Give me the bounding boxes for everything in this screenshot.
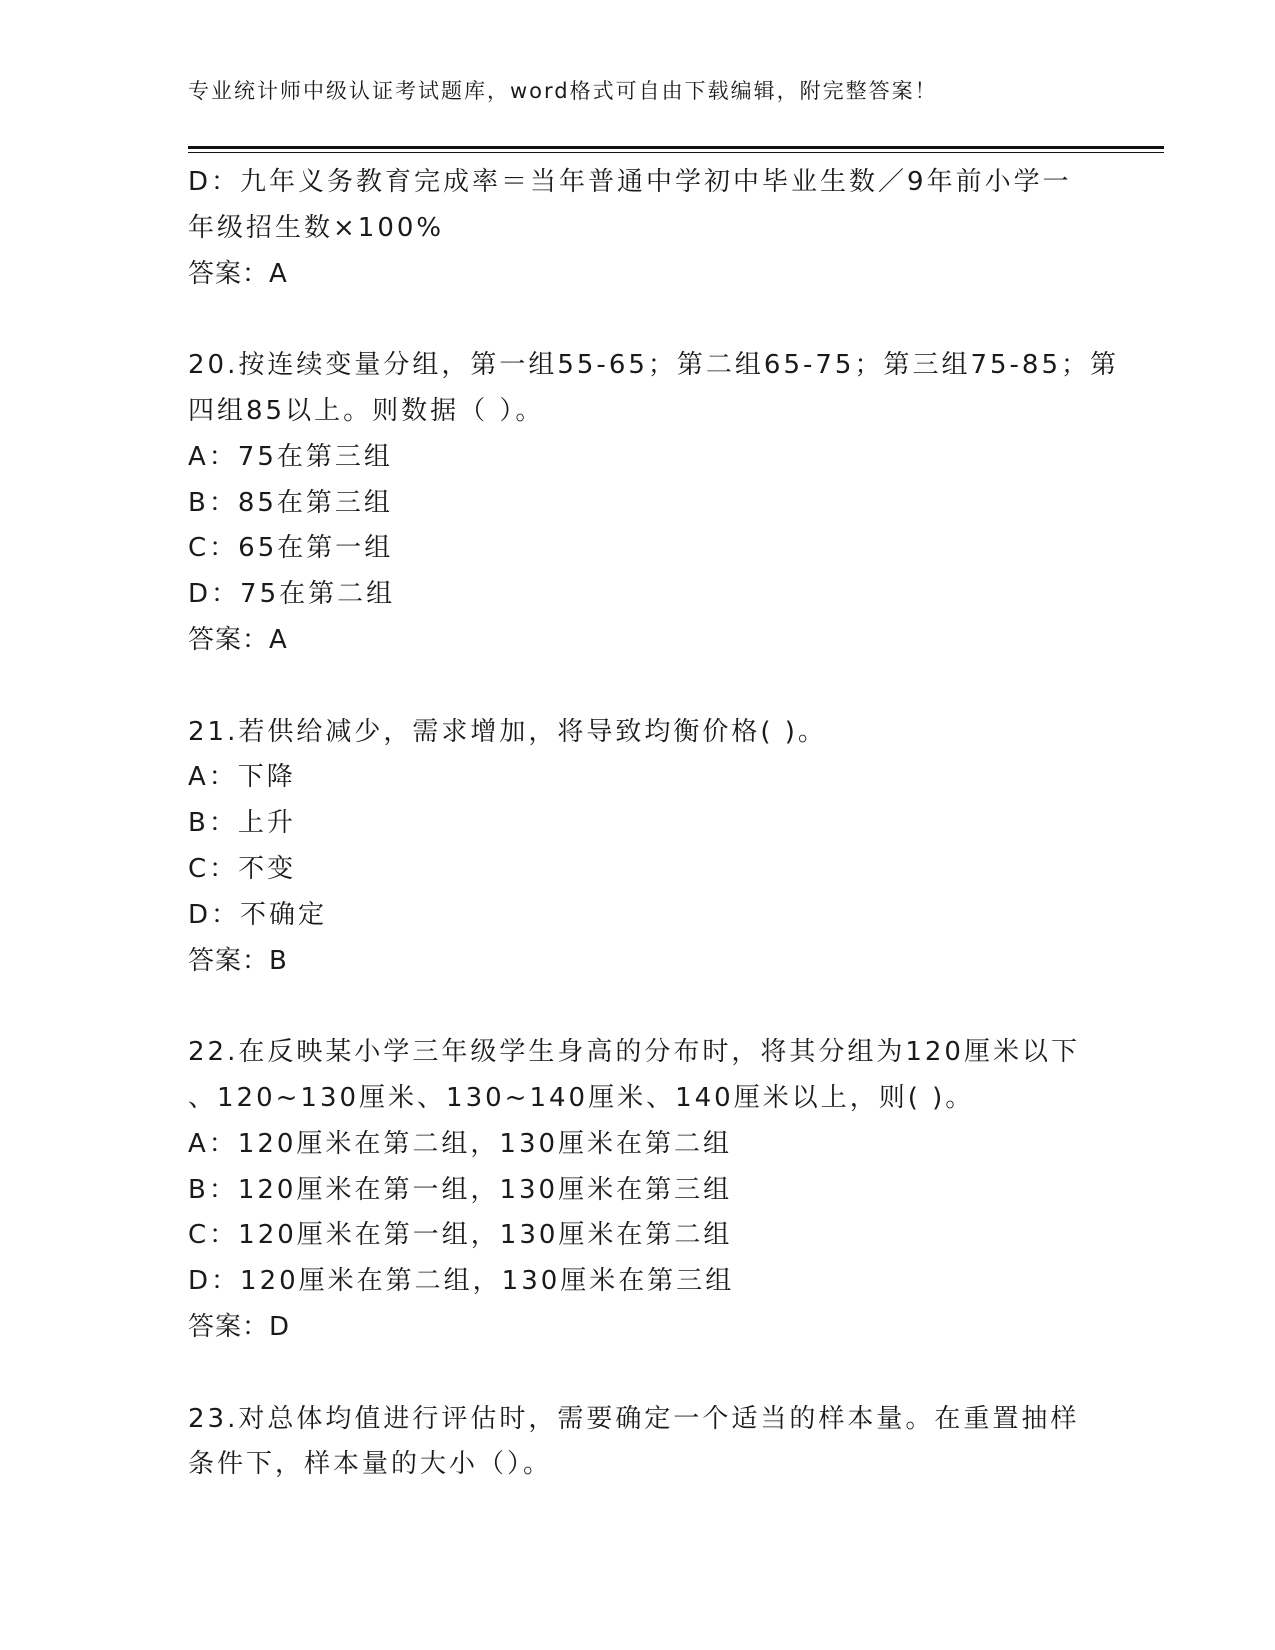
option-d: D：120厘米在第二组，130厘米在第三组 <box>188 1266 735 1297</box>
spacer <box>188 664 1088 710</box>
document-header: 专业统计师中级认证考试题库，word格式可自由下载编辑，附完整答案！ <box>188 79 938 103</box>
option-a: A：75在第三组 <box>188 441 393 472</box>
option-c: C：120厘米在第一组，130厘米在第二组 <box>188 1220 733 1251</box>
spacer <box>188 984 1088 1030</box>
question-block <box>188 160 1088 297</box>
question-block <box>188 343 1119 664</box>
question-text: 条件下，样本量的大小（）。 <box>188 1449 553 1480</box>
question-text: 23.对总体均值进行评估时，需要确定一个适当的样本量。在重置抽样 <box>188 1403 1080 1434</box>
spacer <box>188 297 1088 343</box>
answer-line: 答案：A <box>188 624 288 655</box>
option-line: 年级招生数×100% <box>188 212 445 243</box>
question-text: 四组85以上。则数据（ ）。 <box>188 395 545 426</box>
option-b: B：上升 <box>188 808 296 839</box>
option-d: D：75在第二组 <box>188 579 396 610</box>
question-list <box>188 160 1119 1488</box>
option-a: A：120厘米在第二组，130厘米在第二组 <box>188 1128 733 1159</box>
question-block <box>188 710 1088 985</box>
header-rule-thick <box>188 146 1164 149</box>
question-text: 20.按连续变量分组，第一组55-65；第二组65-75；第三组75-85；第 <box>188 350 1119 381</box>
answer-line: 答案：D <box>188 1311 291 1342</box>
option-c: C：65在第一组 <box>188 533 394 564</box>
header-rule-thin <box>188 152 1164 153</box>
question-text: 21.若供给减少，需求增加，将导致均衡价格( )。 <box>188 716 827 747</box>
answer-line: 答案：A <box>188 258 288 289</box>
option-a: A：下降 <box>188 762 296 793</box>
option-c: C：不变 <box>188 853 297 884</box>
question-block <box>188 1030 1088 1351</box>
question-text: 22.在反映某小学三年级学生身高的分布时，将其分组为120厘米以下 <box>188 1037 1080 1068</box>
option-b: B：120厘米在第一组，130厘米在第三组 <box>188 1174 733 1205</box>
option-line: D：九年义务教育完成率＝当年普通中学初中毕业生数／9年前小学一 <box>188 167 1072 197</box>
spacer <box>188 1351 1088 1397</box>
question-block <box>188 1397 1088 1489</box>
question-text: 、120~130厘米、130~140厘米、140厘米以上，则( )。 <box>188 1082 975 1113</box>
option-b: B：85在第三组 <box>188 487 393 518</box>
option-d: D：不确定 <box>188 899 328 930</box>
answer-line: 答案：B <box>188 945 288 976</box>
